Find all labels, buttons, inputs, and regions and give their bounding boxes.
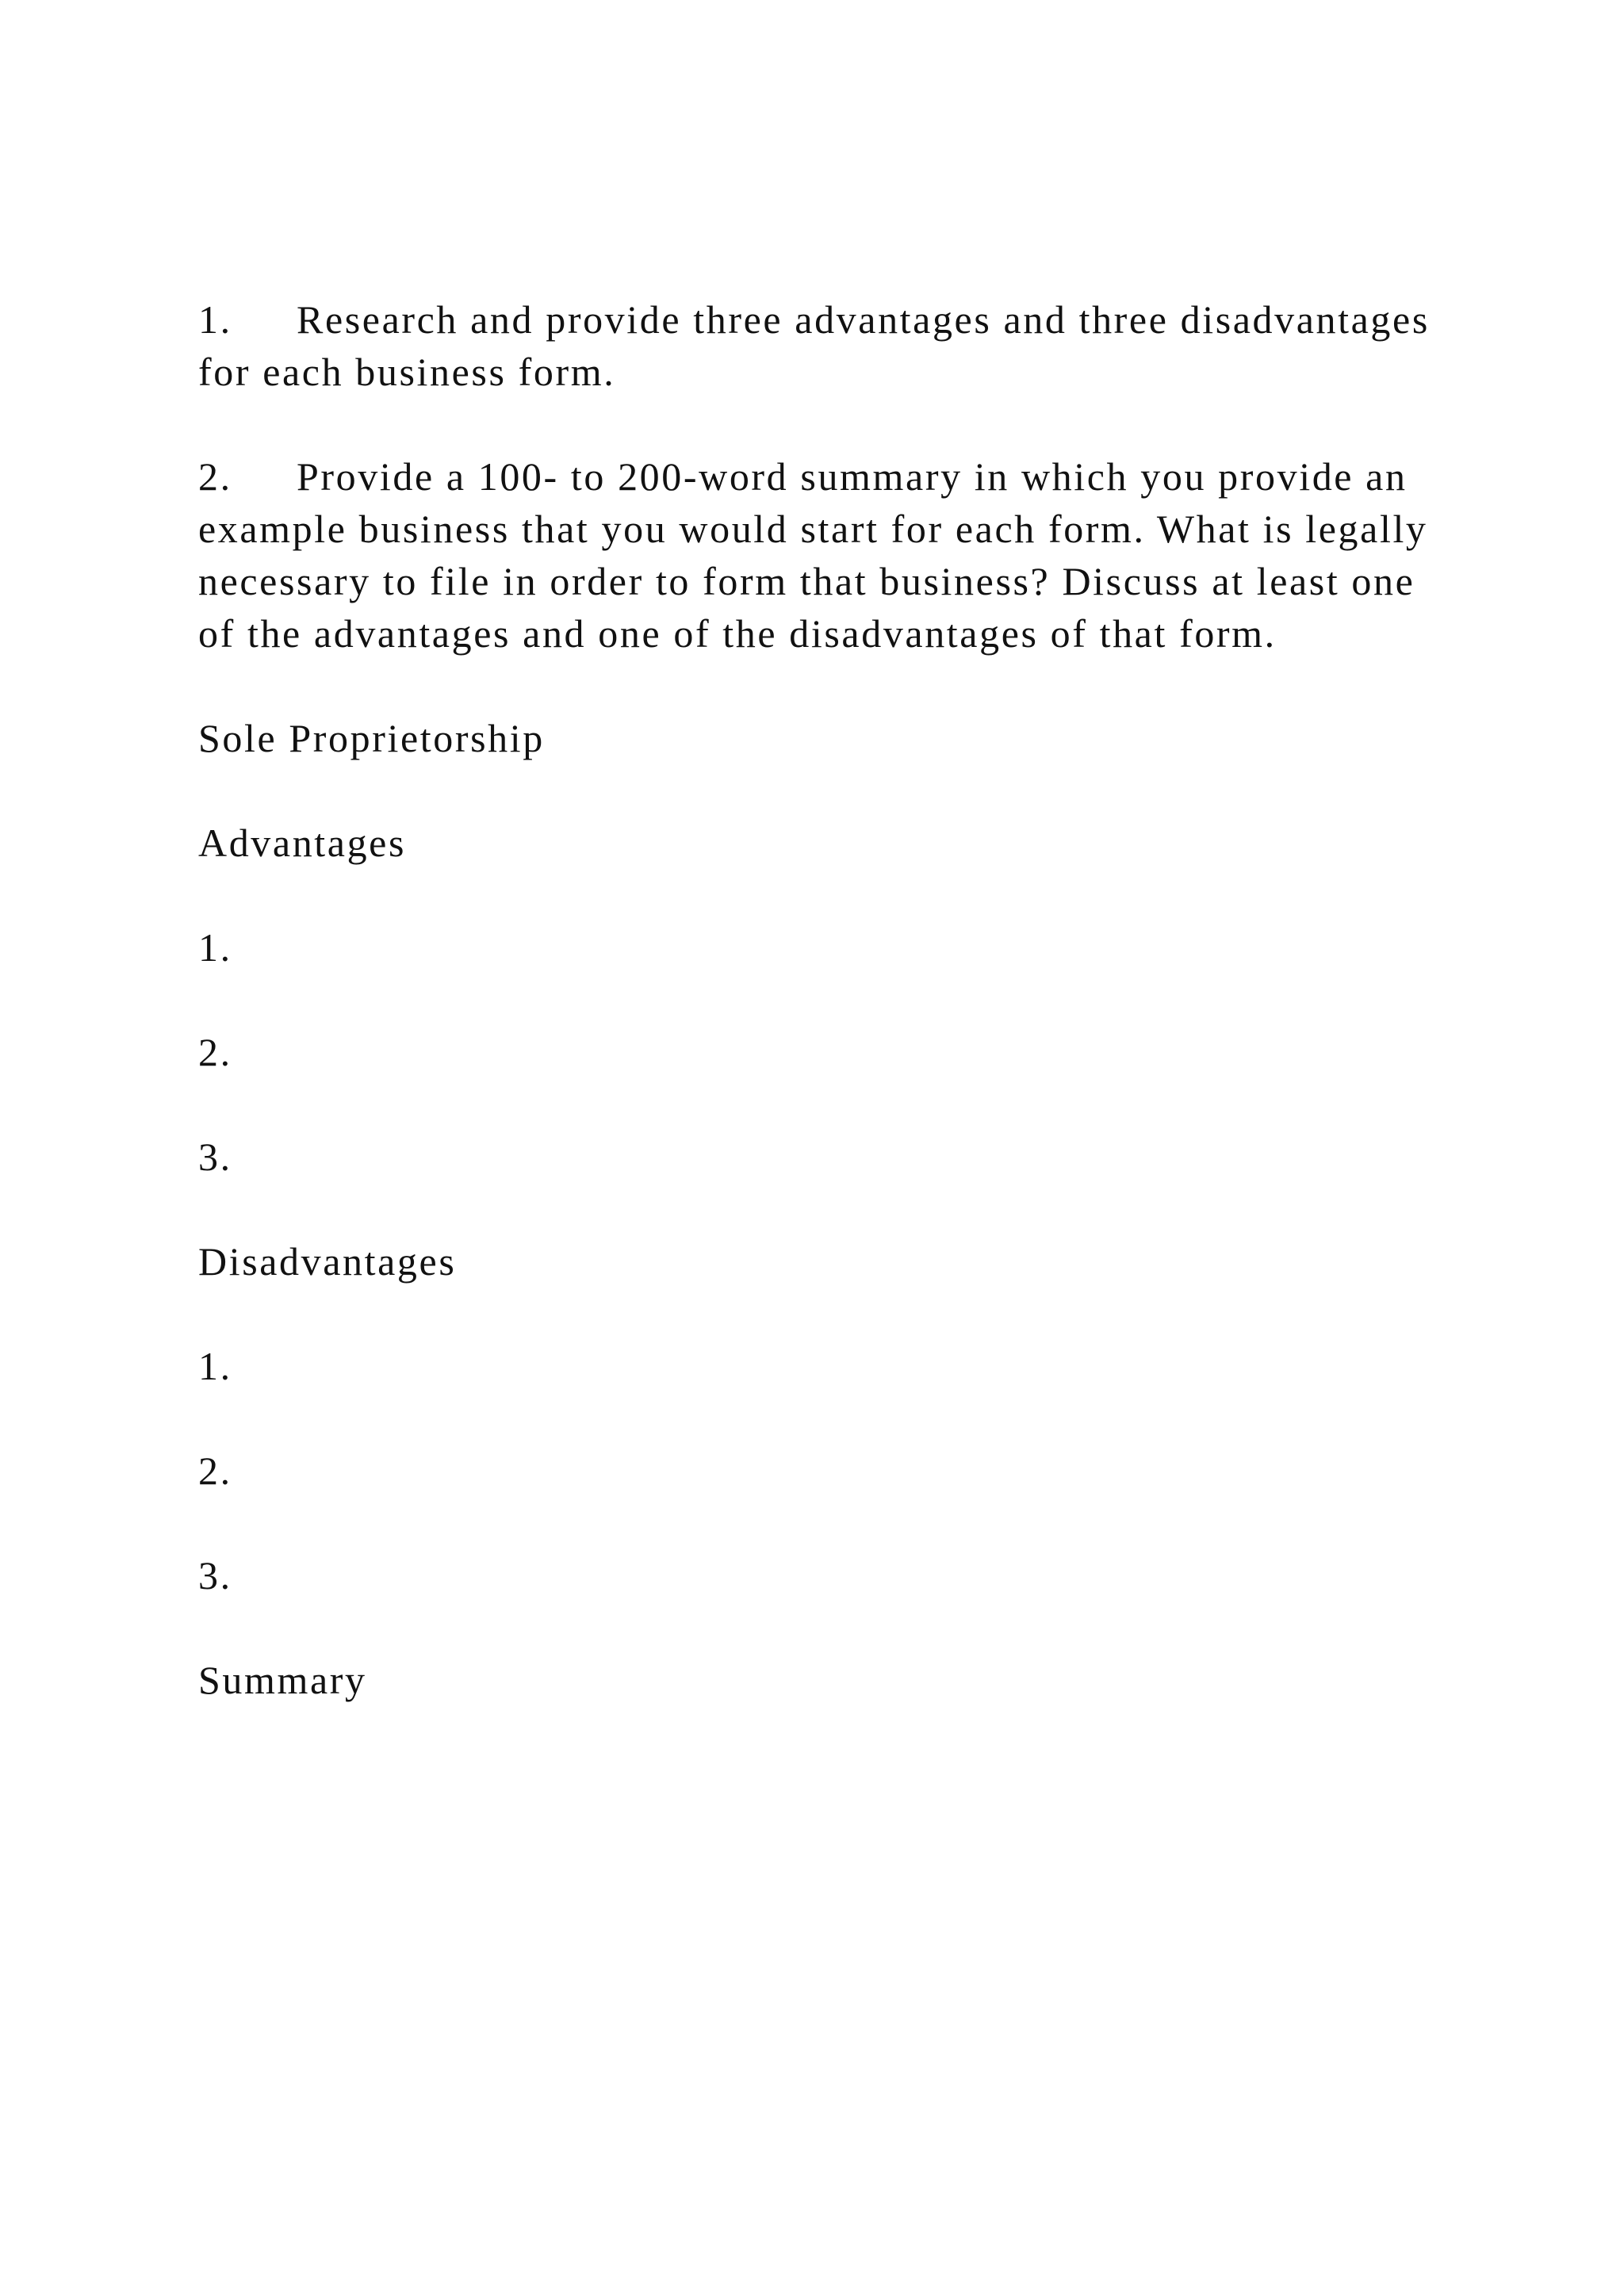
advantage-item-3: 3.: [198, 1135, 232, 1179]
instruction-1-number: 1.: [198, 297, 232, 342]
disadvantage-item-2: 2.: [198, 1448, 232, 1493]
disadvantage-item-1: 1.: [198, 1344, 232, 1388]
document-body: [198, 293, 1451, 1706]
summary-heading: Summary: [198, 1658, 367, 1702]
instruction-1: [198, 293, 1451, 398]
instruction-2: [198, 450, 1451, 660]
instruction-2-text: Provide a 100- to 200-word summary in which you provide an example business that you would start for each form. What is legally necessary to file in order to form that business? Discuss at least one of the advantages and one of the disadvantages of that form.: [198, 454, 1428, 656]
advantage-item-1: 1.: [198, 925, 232, 970]
section-title: Sole Proprietorship: [198, 716, 545, 760]
disadvantages-heading: Disadvantages: [198, 1239, 457, 1284]
instruction-2-number: 2.: [198, 454, 232, 499]
advantage-item-2: 2.: [198, 1030, 232, 1074]
instruction-1-text: Research and provide three advantages and three disadvantages for each business form.: [198, 297, 1430, 394]
advantages-heading: Advantages: [198, 821, 407, 865]
disadvantage-item-3: 3.: [198, 1553, 232, 1598]
